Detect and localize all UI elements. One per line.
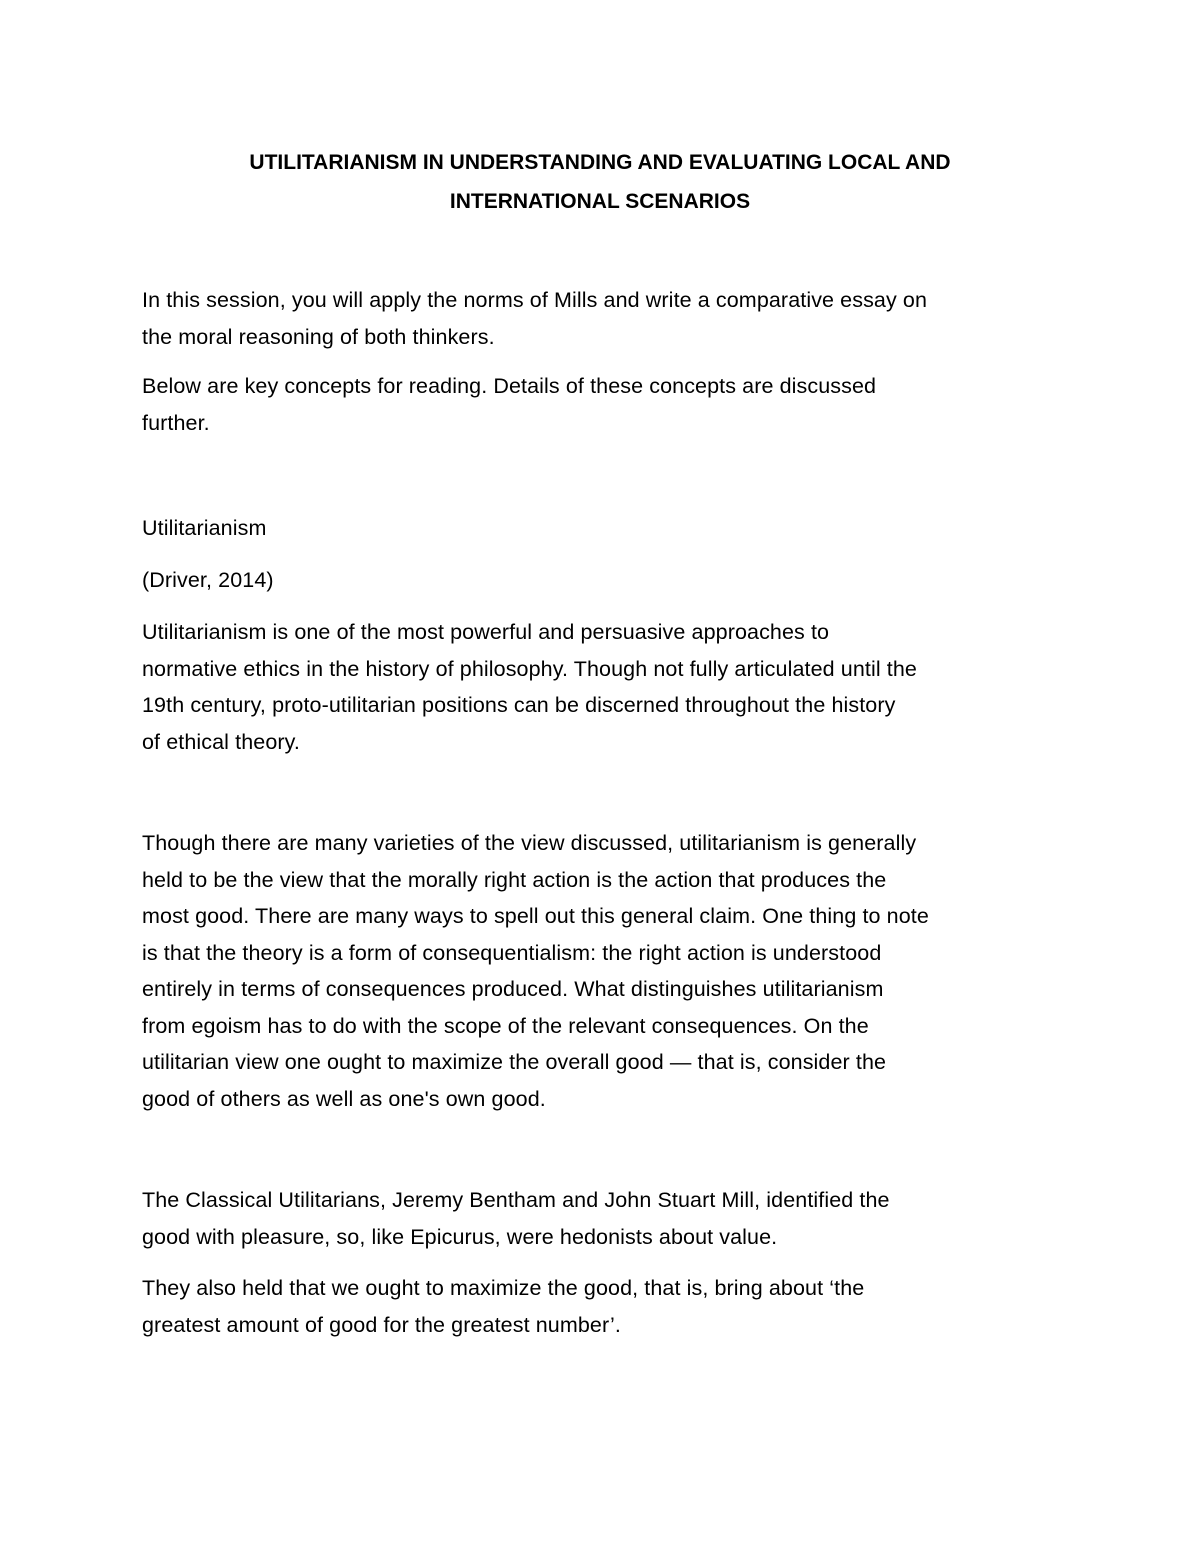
text-line: 19th century, proto-utilitarian positions can be discerned throughout the history <box>142 693 896 717</box>
text-line: further. <box>142 410 210 435</box>
text-line: greatest amount of good for the greatest number’. <box>142 1312 621 1337</box>
text-line: They also held that we ought to maximize the good, that is, bring about ‘the <box>142 1276 865 1300</box>
text-line: most good. There are many ways to spell out this general claim. One thing to note <box>142 904 929 928</box>
text-line: good of others as well as one's own good. <box>142 1086 546 1111</box>
text-line: good with pleasure, so, like Epicurus, were hedonists about value. <box>142 1224 778 1249</box>
text-line: entirely in terms of consequences produced. What distinguishes utilitarianism <box>142 977 884 1001</box>
document-title <box>140 143 1060 221</box>
title-line: UTILITARIANISM IN UNDERSTANDING AND EVALUATING LOCAL AND <box>249 151 951 174</box>
text-line: normative ethics in the history of philosophy. Though not fully articulated until the <box>142 656 917 681</box>
text-line: (Driver, 2014) <box>142 568 274 592</box>
text-line: Below are key concepts for reading. Details of these concepts are discussed <box>142 374 877 398</box>
paragraph-key-concepts <box>142 368 1062 441</box>
paragraph-maximize <box>142 1270 1062 1343</box>
paragraph-varieties <box>142 825 1062 1117</box>
text-line: Though there are many varieties of the view discussed, utilitarianism is generally <box>142 831 917 855</box>
text-line: held to be the view that the morally right action is the action that produces the <box>142 867 887 892</box>
paragraph-intro <box>142 282 1062 355</box>
citation <box>142 562 1062 599</box>
title-line: INTERNATIONAL SCENARIOS <box>449 190 751 213</box>
text-line: from egoism has to do with the scope of the relevant consequences. On the <box>142 1013 869 1038</box>
text-line: Utilitarianism <box>142 516 267 540</box>
paragraph-overview <box>142 614 1062 760</box>
text-line: Utilitarianism is one of the most powerful and persuasive approaches to <box>142 620 830 644</box>
text-line: The Classical Utilitarians, Jeremy Bentham and John Stuart Mill, identified the <box>142 1188 890 1212</box>
text-line: is that the theory is a form of consequentialism: the right action is understood <box>142 940 882 965</box>
text-line: the moral reasoning of both thinkers. <box>142 324 495 349</box>
text-line: In this session, you will apply the norms of Mills and write a comparative essay on <box>142 288 928 312</box>
paragraph-classical <box>142 1182 1062 1255</box>
text-line: of ethical theory. <box>142 729 300 754</box>
text-line: utilitarian view one ought to maximize the overall good — that is, consider the <box>142 1050 887 1074</box>
section-heading-utilitarianism <box>142 510 1062 547</box>
